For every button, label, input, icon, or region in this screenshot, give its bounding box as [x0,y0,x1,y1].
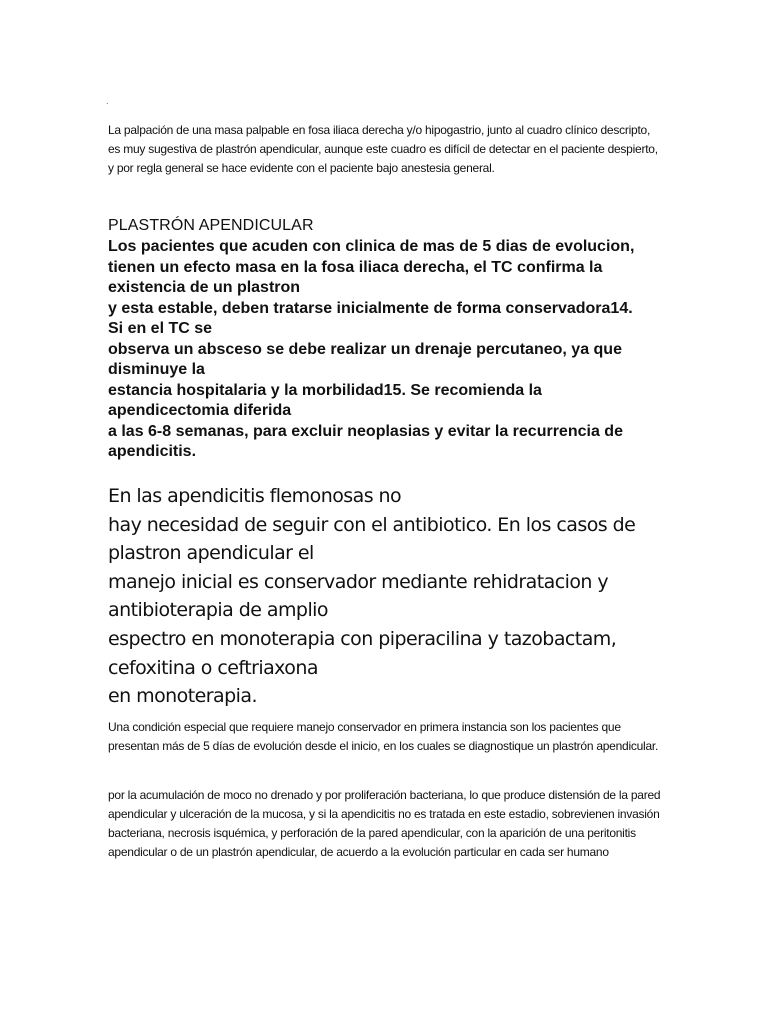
conservative-management-paragraph: Una condición especial que requiere manejo conservador en primera instancia son los pacientes que presentan más de 5 días de evolución desde el inicio, en los cuales se diagnostique un plastrón apendicular. [108,720,659,753]
bold-paragraph [108,237,668,463]
bold-line: estancia hospitalaria y la morbilidad15. Se recomienda la [108,381,542,399]
large-line: hay necesidad de seguir con el antibiotico. En los casos de [108,513,636,536]
large-line: manejo inicial es conservador mediante rehidratacion y [108,570,609,593]
bold-line: a las 6-8 semanas, para excluir neoplasias y evitar la recurrencia de [108,422,623,440]
bold-line: disminuye la [108,361,205,378]
bold-line: Si en el TC se [108,320,213,337]
bold-line: apendicectomia diferida [108,402,292,419]
bold-line: tienen un efecto masa en la fosa iliaca derecha, el TC confirma la [108,258,603,276]
large-line: plastron apendicular el [108,542,314,565]
large-paragraph [108,482,708,711]
bold-line: Los pacientes que acuden con clinica de mas de 5 dias de evolucion, [108,238,635,255]
bold-line: apendicitis. [108,443,197,460]
page-marker: . [106,96,109,106]
bold-line: existencia de un plastron [108,279,301,296]
large-line: espectro en monoterapia con piperacilina y tazobactam, [108,627,617,650]
large-line: antibioterapia de amplio [108,599,328,622]
pathophysiology-paragraph: por la acumulación de moco no drenado y por proliferación bacteriana, lo que produce distensión de la pared apendicular y ulceración de la mucosa, y si la apendicitis no es tratada en este estadio, sobrevienen invasión bacteriana, necrosis isquémica, y perforación de la pared apendicular, con la aparición de una peritonitis apendicular o de un plastrón apendicular, de acuerdo a la evolución particular en cada ser humano [108,788,661,859]
large-line: en monoterapia. [108,685,257,708]
large-line: cefoxitina o ceftriaxona [108,656,318,679]
large-line: En las apendicitis flemonosas no [108,485,402,507]
intro-paragraph: La palpación de una masa palpable en fosa iliaca derecha y/o hipogastrio, junto al cuadro clínico descripto, es muy sugestiva de plastrón apendicular, aunque este cuadro es difícil de detectar en el paciente despierto, y por regla general se hace evidente con el paciente bajo anestesia general. [108,123,658,175]
section-title: PLASTRÓN APENDICULAR [108,217,314,234]
bold-line: observa un absceso se debe realizar un drenaje percutaneo, ya que [108,340,622,358]
bold-line: y esta estable, deben tratarse inicialmente de forma conservadora14. [108,299,633,317]
